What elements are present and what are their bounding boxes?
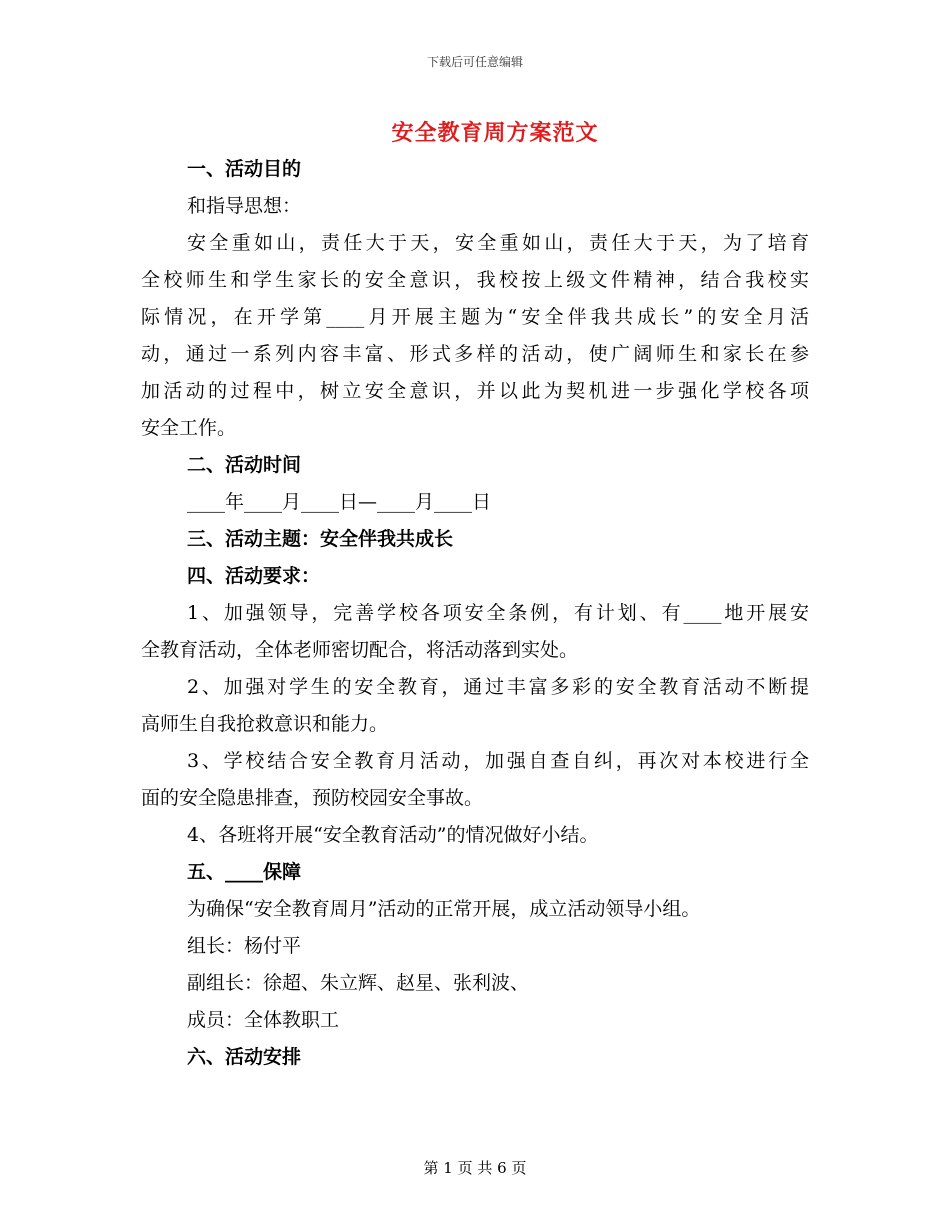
list-item-line: 4、各班将开展“安全教育活动”的情况做好小结。 — [187, 824, 599, 846]
date-range-line: ____年____月____日—____月____日 — [187, 491, 492, 513]
document-body — [141, 151, 809, 1076]
paragraph-line: 安全工作。 — [141, 417, 237, 439]
paragraph-line: 为确保“安全教育周月”活动的正常开展，成立活动领导小组。 — [187, 898, 701, 920]
list-item-line: 面的安全隐患排查，预防校园安全事故。 — [141, 787, 484, 809]
list-item-line: 3、学校结合安全教育月活动，加强自查自纠，再次对本校进行全 — [187, 750, 809, 772]
paragraph-line: 安全重如山，责任大于天，安全重如山，责任大于天，为了培育 — [187, 232, 809, 254]
page-header-note: 下载后可任意编辑 — [426, 55, 523, 69]
page-number: 第 1 页 共 6 页 — [423, 1159, 527, 1177]
paragraph-line: 和指导思想： — [187, 195, 302, 217]
section-heading-arrangement: 六、活动安排 — [187, 1046, 302, 1068]
list-item-line: 高师生自我抢救意识和能力。 — [141, 713, 389, 735]
paragraph-line: 加活动的过程中，树立安全意识，并以此为契机进一步强化学校各项 — [141, 380, 809, 402]
document-title: 安全教育周方案范文 — [391, 120, 599, 146]
team-members-line: 成员：全体教职工 — [187, 1009, 340, 1031]
paragraph-line: 动，通过一系列内容丰富、形式多样的活动，使广阔师生和家长在参 — [141, 343, 809, 365]
paragraph-line: 际情况，在开学第____月开展主题为“安全伴我共成长”的安全月活 — [141, 306, 809, 328]
paragraph-line: 全校师生和学生家长的安全意识，我校按上级文件精神，结合我校实 — [141, 269, 809, 291]
list-item-line: 2、加强对学生的安全教育，通过丰富多彩的安全教育活动不断提 — [187, 676, 809, 698]
team-deputy-line: 副组长：徐超、朱立辉、赵星、张利波、 — [187, 972, 530, 994]
list-item-line: 1、加强领导，完善学校各项安全条例，有计划、有____地开展安 — [187, 602, 809, 624]
section-heading-theme: 三、活动主题：安全伴我共成长 — [187, 528, 454, 550]
section-heading-support: 五、____保障 — [187, 861, 302, 883]
section-heading-purpose: 一、活动目的 — [187, 158, 302, 180]
team-leader-line: 组长：杨付平 — [187, 935, 302, 957]
list-item-line: 全教育活动，全体老师密切配合，将活动落到实处。 — [141, 639, 579, 661]
section-heading-time: 二、活动时间 — [187, 454, 302, 476]
section-heading-requirements: 四、活动要求： — [187, 565, 321, 587]
